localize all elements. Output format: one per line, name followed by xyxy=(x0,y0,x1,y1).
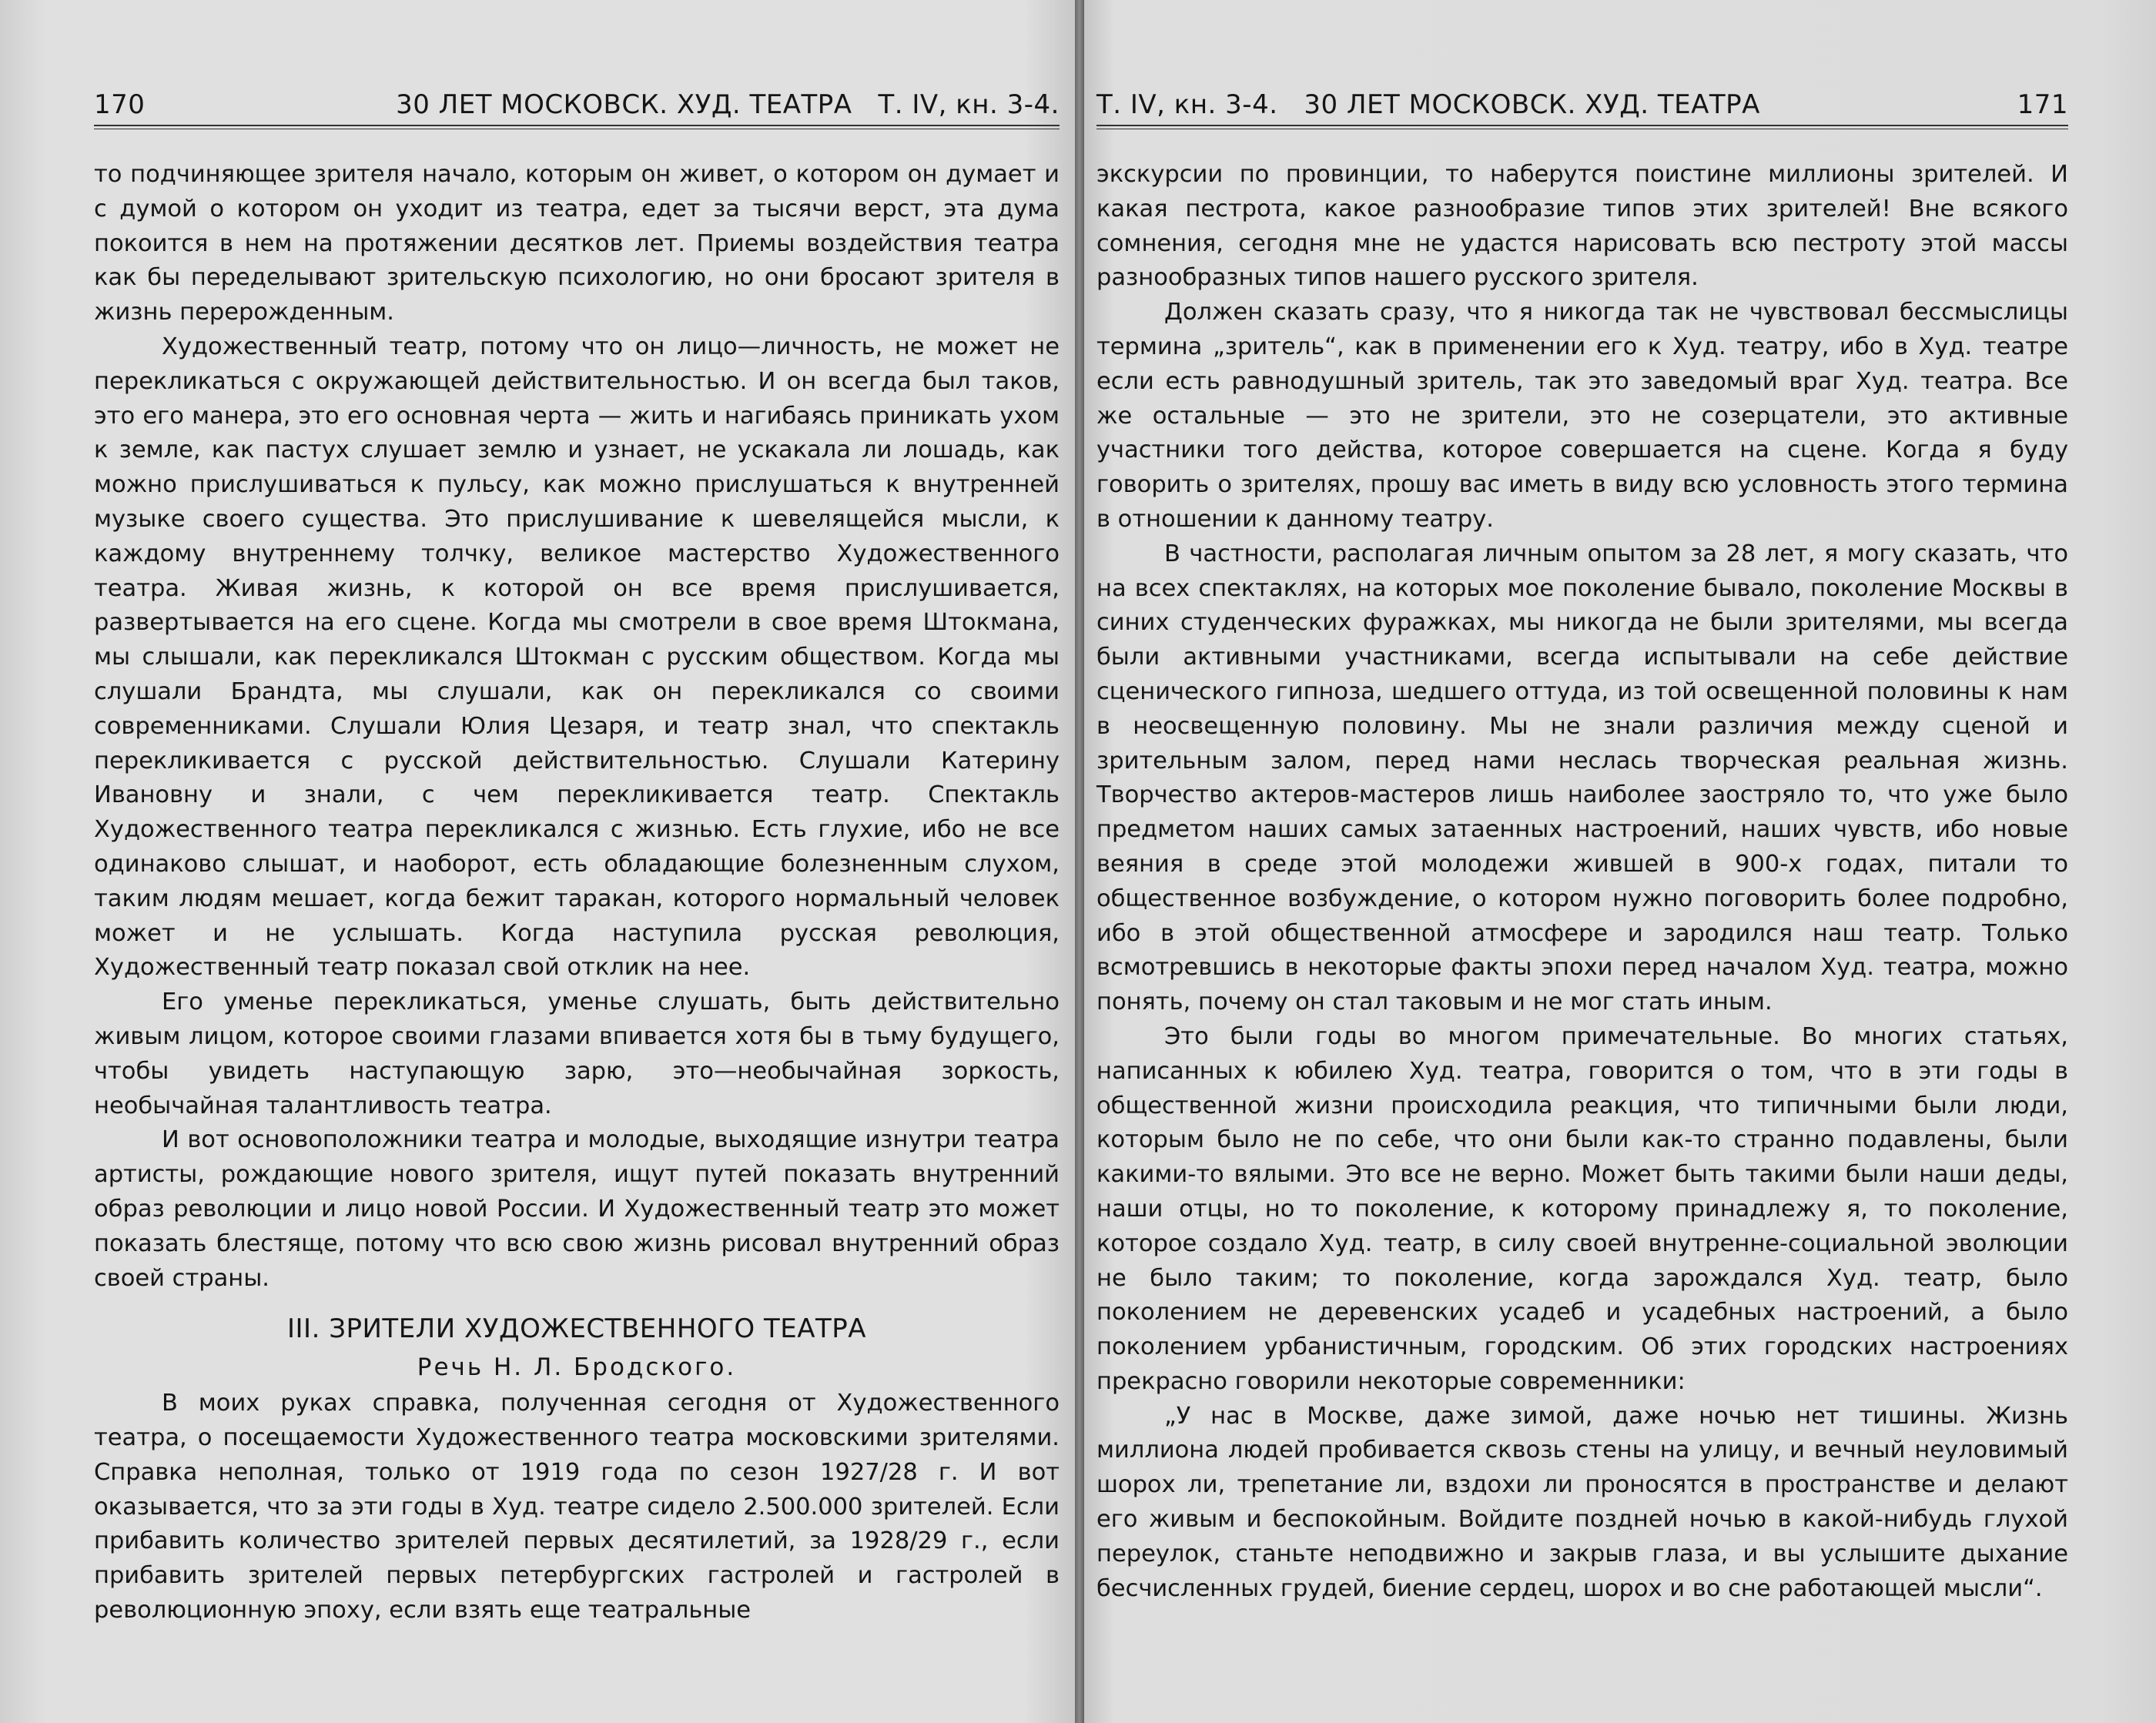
left-paragraph-1: то подчиняющее зрителя начало, которым он живет, о котором он думает и с думой о котором он уходит из театра, едет за тысячи верст, эта дума покоится в нем на протяжении десятков лет. Приемы воздействия театра как бы переделывают зрительскую психологию, но они бросают зрителя в жизнь перерожденным. xyxy=(94,161,1060,326)
left-paragraph-3: Его уменье перекликаться, уменье слушать, быть действительно живым лицом, которое своими глазами впивается хотя бы в тьму будущего, чтобы увидеть наступающую зарю, это—необычайная зоркость, необычайная талантливость театра. xyxy=(94,989,1060,1119)
left-page-number: 170 xyxy=(94,89,146,120)
right-header-rule xyxy=(1096,125,2068,129)
right-running-title: Т. IV, кн. 3-4. 30 ЛЕТ МОСКОВСК. ХУД. ТЕАТРА xyxy=(1096,89,1760,120)
left-header-rule xyxy=(94,125,1060,129)
right-running-head xyxy=(1096,80,2068,120)
left-page xyxy=(0,0,1075,1723)
left-paragraph-5: В моих руках справка, полученная сегодня от Художественного театра, о посещаемости Художественного театра московскими зрителями. Справка неполная, только от 1919 года по сезон 1927/28 г. И вот оказывается, что за эти годы в Худ. театре сидело 2.500.000 зрителей. Если прибавить количество зрителей первых десятилетий, за 1928/29 г., если прибавить зрителей первых петербургских гастролей и гастролей в революционную эпоху, если взять еще театральные xyxy=(94,1390,1060,1624)
left-paragraph-2: Художественный театр, потому что он лицо—личность, не может не перекликаться с окружающей действительностью. И он всегда был таков, это его манера, это его основная черта — жить и нагибаясь приникать ухом к земле, как пастух слушает землю и узнает, не ускакала ли лошадь, как можно прислушиваться к пульсу, как можно прислушаться к внутренней музыке своего существа. Это прислушивание к шевелящейся мысли, к каждому внутреннему толчку, великое мастерство Художественного театра. Живая жизнь, к которой он все время прислушивается, развертывается на его сцене. Когда мы смотрели в свое время Штокмана, мы слышали, как перекликался Штокман с русским обществом. Когда мы слушали Брандта, мы слушали, как он перекликался со своими современниками. Слушали Юлия Цезаря, и театр знал, что спектакль перекликивается с русской действительностью. Слушали Катерину Ивановну и знали, с чем перекликивается театр. Спектакль Художественного театра перекликался с жизнью. Есть глухие, ибо не все одинаково слышат, и наоборот, есть обладающие болезненным слухом, таким людям мешает, когда бежит таракан, которого нормальный человек может и не услышать. Когда наступила русская революция, Художественный театр показал свой отклик на нее. xyxy=(94,333,1060,982)
right-page-number: 171 xyxy=(2017,89,2068,120)
right-paragraph-4: Это были годы во многом примечательные. Во многих статьях, написанных к юбилею Худ. театра, говорится о том, что в эти годы в общественной жизни происходила реакция, что типичными были люди, которым было не по себе, что они были как-то странно подавлены, были какими-то вялыми. Это все не верно. Может быть такими были наши деды, наши отцы, но то поколение, к которому принадлежу я, то поколение, которое создало Худ. театр, в силу своей внутренне-социальной эволюции не было таким; то поколение, когда зарождался Худ. театр, было поколением не деревенских усадеб и усадебных настроений, а было поколением урбанистичным, городским. Об этих городских настроениях прекрасно говорили некоторые современники: xyxy=(1096,1022,2068,1395)
book-spine xyxy=(1075,0,1084,1723)
section-subheading: Речь Н. Л. Бродского. xyxy=(417,1353,737,1382)
section-heading: III. ЗРИТЕЛИ ХУДОЖЕСТВЕННОГО ТЕАТРА xyxy=(287,1313,866,1345)
right-body-text xyxy=(1096,158,2068,1606)
left-running-head xyxy=(94,80,1060,120)
right-paragraph-1: экскурсии по провинции, то наберутся поистине миллионы зрителей. И какая пестрота, какое разнообразие типов этих зрителей! Вне всякого сомнения, сегодня мне не удастся нарисовать всю пестроту этой массы разнообразных типов нашего русского зрителя. xyxy=(1096,161,2068,292)
right-page xyxy=(1084,0,2156,1723)
left-paragraph-4: И вот основоположники театра и молодые, выходящие изнутри театра артисты, рождающие нового зрителя, ищут путей показать внутренний образ революции и лицо новой России. И Художественный театр это может показать блестяще, потому что всю свою жизнь рисовал внутренний образ своей страны. xyxy=(94,1126,1060,1292)
right-paragraph-3: В частности, располагая личным опытом за 28 лет, я могу сказать, что на всех спектаклях, на которых мое поколение бывало, поколение Москвы в синих студенческих фуражках, мы никогда не были зрителями, мы всегда были активными участниками, всегда испытывали на себе действие сценического гипноза, шедшего оттуда, из той освещенной половины к нам в неосвещенную половину. Мы не знали различия между сценой и зрительным залом, перед нами неслась творческая реальная жизнь. Творчество актеров-мастеров лишь наиболее заостряло то, что уже было предметом наших самых затаенных настроений, наших чувств, ибо новые веяния в среде этой молодежи жившей в 900-х годах, питали то общественное возбуждение, о котором нужно поговорить более подробно, ибо в этой общественной атмосфере и зародился наш театр. Только всмотревшись в некоторые факты эпохи перед началом Худ. театра, можно понять, почему он стал таковым и не мог стать иным. xyxy=(1096,540,2068,1016)
left-body-text xyxy=(94,158,1060,1628)
right-quote: „У нас в Москве, даже зимой, даже ночью нет тишины. Жизнь миллиона людей пробивается сквозь стены на улицу, и вечный неуловимый шорох ли, трепетание ли, вздохи ли проносятся в пространстве и делают его живым и беспокойным. Войдите поздней ночью в какой-нибудь глухой переулок, станьте неподвижно и закрыв глаза, и вы услышите дыхание бесчисленных грудей, биение сердец, шорох и во сне работающей мысли“. xyxy=(1096,1402,2068,1602)
right-paragraph-2: Должен сказать сразу, что я никогда так не чувствовал бессмыслицы термина „зритель“, как в применении его к Худ. театру, ибо в Худ. театре если есть равнодушный зритель, так это заведомый враг Худ. театра. Все же остальные — это не зрители, это не созерцатели, это активные участники того действа, которое совершается на сцене. Когда я буду говорить о зрителях, прошу вас иметь в виду всю условность этого термина в отношении к данному театру. xyxy=(1096,299,2068,533)
left-running-title: 30 ЛЕТ МОСКОВСК. ХУД. ТЕАТРА Т. IV, кн. 3-4. xyxy=(396,89,1060,120)
